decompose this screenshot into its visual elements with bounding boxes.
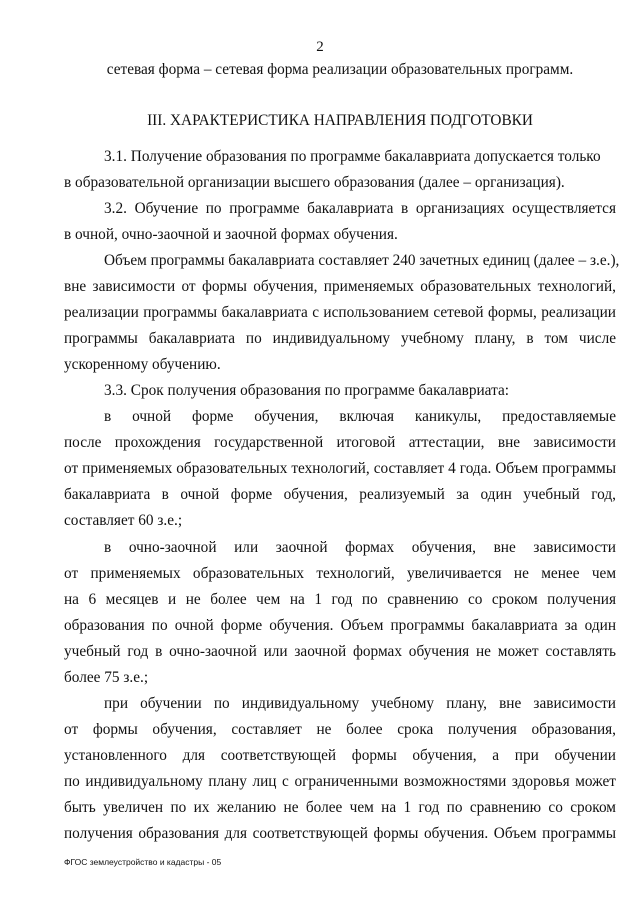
text-line: после прохождения государственной итоговой аттестации, вне зависимости [64,434,616,451]
text-line: в очно-заочной или заочной формах обучения, вне зависимости [104,539,616,556]
text-line: программы бакалавриата по индивидуальному учебному плану, в том числе [64,330,616,347]
text-line: ускоренному обучению. [64,356,221,373]
text-line: в очной форме обучения, включая каникулы, предоставляемые [104,408,616,425]
text-line: установленного для соответствующей формы обучения, а при обучении [64,747,616,764]
text-line: 3.1. Получение образования по программе бакалавриата допускается только [104,148,601,165]
text-line: 3.2. Обучение по программе бакалавриата в организациях осуществляется [104,200,616,217]
text-line: получения образования для соответствующей формы обучения. Объем программы [64,825,616,842]
page-footer: ФГОС землеустройство и кадастры - 05 [64,857,222,867]
text-line: бакалавриата в очной форме обучения, реализуемый за один учебный год, [64,486,616,503]
text-line: реализации программы бакалавриата с использованием сетевой формы, реализации [64,304,616,321]
text-line: в очной, очно-заочной и заочной формах обучения. [64,226,398,243]
text-line: при обучении по индивидуальному учебному плану, вне зависимости [104,695,616,712]
text-line: по индивидуальному плану лиц с ограниченными возможностями здоровья может [64,773,616,790]
text-line: более 75 з.е.; [64,669,149,686]
text-line: Объем программы бакалавриата составляет 240 зачетных единиц (далее – з.е.), [104,252,620,269]
text-line: 3.3. Срок получения образования по программе бакалавриата: [104,382,509,399]
text-line: составляет 60 з.е.; [64,512,183,529]
text-line: от формы обучения, составляет не более срока получения образования, [64,721,616,738]
text-line: от применяемых образовательных технологий, составляет 4 года. Объем программы [64,460,616,477]
page-number: 2 [316,39,324,55]
text-line: в образовательной организации высшего образования (далее – организация). [64,174,565,191]
text-line: учебный год в очно-заочной или заочной формах обучения не может составлять [64,643,616,660]
text-line: вне зависимости от формы обучения, применяемых образовательных технологий, [64,278,616,295]
text-line: образования по очной форме обучения. Объем программы бакалавриата за один [64,617,616,634]
text-line: от применяемых образовательных технологий, увеличивается не менее чем [64,565,616,582]
intro-line: сетевая форма – сетевая форма реализации образовательных программ. [106,61,574,78]
text-line: быть увеличен по их желанию не более чем на 1 год по сравнению со сроком [64,799,616,816]
text-line: на 6 месяцев и не более чем на 1 год по сравнению со сроком получения [64,591,616,608]
section-heading: III. ХАРАКТЕРИСТИКА НАПРАВЛЕНИЯ ПОДГОТОВКИ [147,112,533,129]
